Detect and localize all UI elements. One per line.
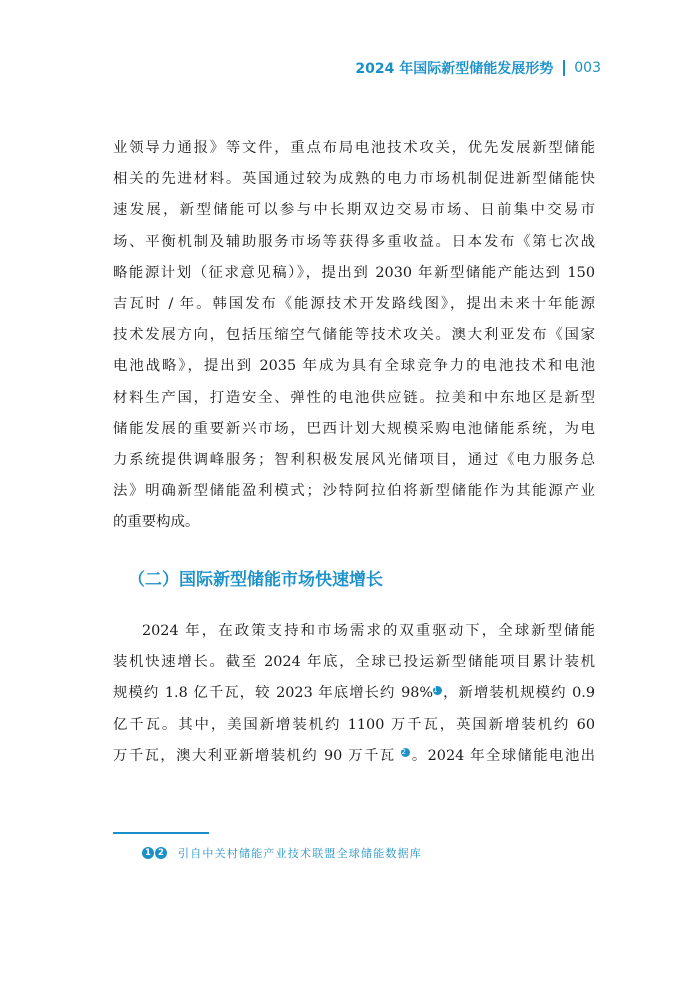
footnote-text: 引自中关村储能产业技术联盟全球储能数据库 bbox=[178, 847, 422, 860]
footnote-ref-1-icon[interactable]: 1 bbox=[433, 686, 442, 695]
line-segment: 。2024 年全球储能电池出 bbox=[410, 747, 595, 764]
paragraph-line bbox=[113, 741, 595, 772]
paragraph-line: 装机快速增长。截至 2024 年底，全球已投运新型储能项目累计装机 bbox=[113, 654, 595, 671]
paragraph-line: 吉瓦时 / 年。韩国发布《能源技术开发路线图》，提出未来十年能源 bbox=[113, 295, 595, 312]
line-segment: ，新增装机规模约 0.9 bbox=[442, 685, 595, 702]
header-divider bbox=[563, 60, 565, 76]
paragraph-2 bbox=[113, 616, 595, 772]
paragraph-line: 法》明确新型储能盈利模式；沙特阿拉伯将新型储能作为其能源产业 bbox=[113, 483, 595, 500]
paragraph-line bbox=[113, 678, 595, 709]
paragraph-line: 电池战略》，提出到 2035 年成为具有全球竞争力的电池技术和电池 bbox=[113, 358, 595, 375]
paragraph-line: 略能源计划（征求意见稿）》，提出到 2030 年新型储能产能达到 150 bbox=[113, 264, 595, 281]
footnote-badge-1-icon: 1 bbox=[142, 847, 154, 859]
paragraph-line: 力系统提供调峰服务；智利积极发展风光储项目，通过《电力服务总 bbox=[113, 451, 595, 468]
footnote-badge-2-icon: 2 bbox=[155, 847, 167, 859]
footnote-ref-2-icon[interactable]: 2 bbox=[401, 748, 410, 757]
paragraph-line: 材料生产国，打造安全、弹性的电池供应链。拉美和中东地区是新型 bbox=[113, 389, 595, 406]
paragraph-line: 的重要构成。 bbox=[113, 514, 200, 531]
paragraph-line: 储能发展的重要新兴市场，巴西计划大规模采购电池储能系统，为电 bbox=[113, 420, 595, 437]
paragraph-line: 业领导力通报》等文件，重点布局电池技术攻关，优先发展新型储能 bbox=[113, 140, 595, 156]
paragraph-line: 场、平衡机制及辅助服务市场等获得多重收益。日本发布《第七次战 bbox=[113, 233, 595, 250]
paragraph-line: 速发展，新型储能可以参与中长期双边交易市场、日前集中交易市 bbox=[113, 202, 595, 219]
paragraph-line: 相关的先进材料。英国通过较为成熟的电力市场机制促进新型储能快 bbox=[113, 171, 595, 188]
section-heading: （二）国际新型储能市场快速增长 bbox=[128, 570, 383, 590]
line-segment: 规模约 1.8 亿千瓦，较 2023 年底增长约 98% bbox=[113, 685, 434, 702]
line-segment: 万千瓦，澳大利亚新增装机约 90 万千瓦 bbox=[113, 747, 402, 764]
paragraph-line: 亿千瓦。其中，美国新增装机约 1100 万千瓦，英国新增装机约 60 bbox=[113, 716, 595, 733]
footnote-divider bbox=[113, 832, 209, 834]
running-header bbox=[355, 58, 601, 78]
footnote bbox=[142, 845, 422, 861]
paragraph-line: 技术发展方向，包括压缩空气储能等技术攻关。澳大利亚发布《国家 bbox=[113, 327, 595, 344]
paragraph-1 bbox=[113, 133, 595, 538]
paragraph-line: 2024 年，在政策支持和市场需求的双重驱动下，全球新型储能 bbox=[142, 623, 595, 639]
header-title: 2024 年国际新型储能发展形势 bbox=[355, 61, 554, 77]
page-number: 003 bbox=[574, 60, 601, 76]
